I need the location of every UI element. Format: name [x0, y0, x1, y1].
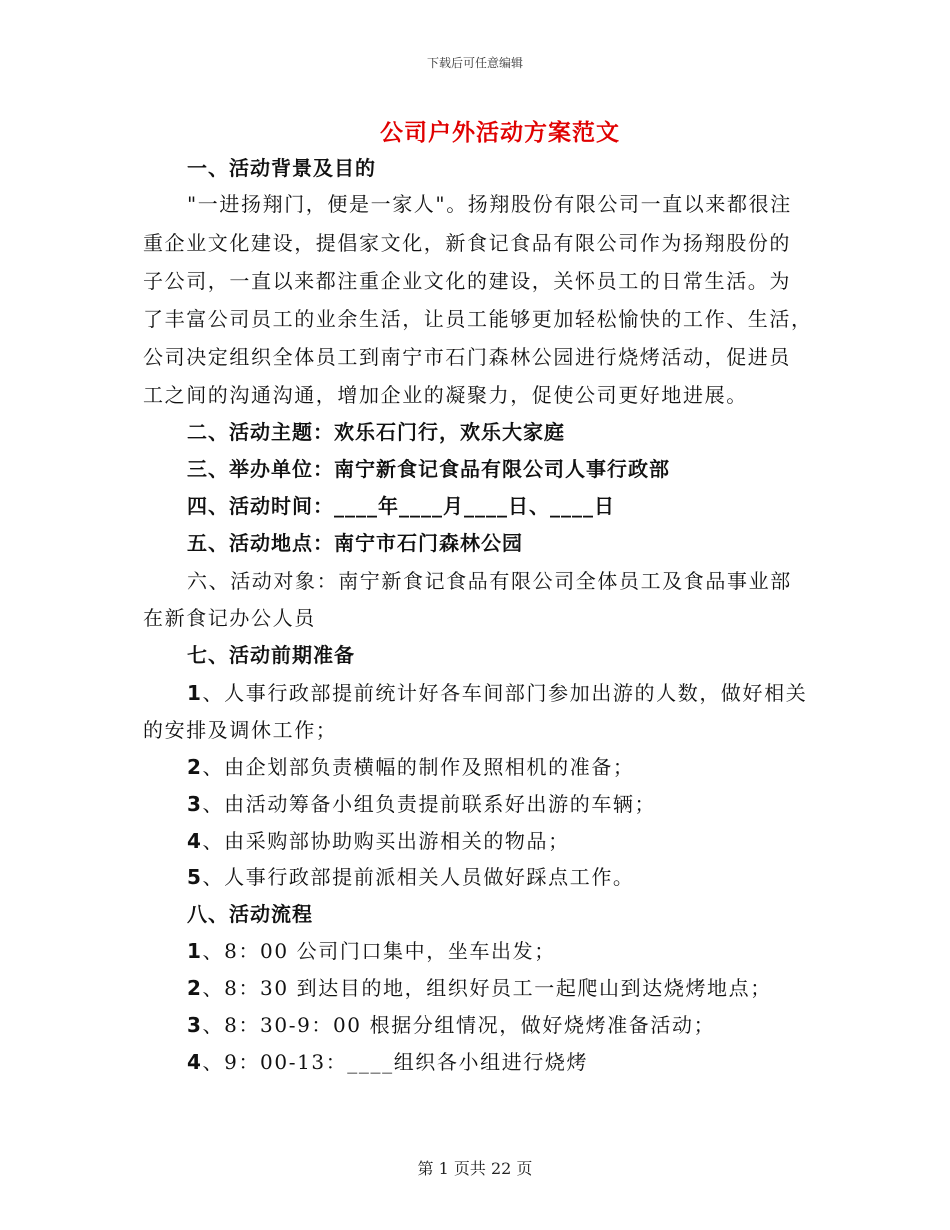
list-item: [187, 826, 807, 856]
section-5-location: 五、活动地点：南宁市石门森林公园: [187, 531, 523, 555]
list-number: 4: [187, 1050, 203, 1074]
paragraph-line: "一进扬翔门，便是一家人"。扬翔股份有限公司一直以来都很注: [187, 192, 792, 216]
list-text: 、人事行政部提前统计好各车间部门参加出游的人数，做好相关: [202, 681, 808, 705]
list-item-cont: 的安排及调休工作；: [143, 718, 338, 742]
list-item: [187, 973, 807, 1003]
section-6-participants-cont: 在新食记办公人员: [143, 606, 316, 630]
section-7-heading: 七、活动前期准备: [187, 643, 355, 667]
list-number: 4: [187, 829, 203, 853]
list-text: 、8：00 公司门口集中，坐车出发；: [202, 939, 556, 963]
paragraph-line: 工之间的沟通沟通，增加企业的凝聚力，促使公司更好地进展。: [143, 383, 748, 407]
list-item: [187, 862, 807, 892]
list-number: 1: [187, 939, 203, 963]
page-footer: 第 1 页共 22 页: [417, 1159, 533, 1178]
list-item: [187, 789, 807, 819]
list-item: [187, 678, 807, 708]
section-2-theme: 二、活动主题：欢乐石门行，欢乐大家庭: [187, 420, 565, 444]
list-text: 、由活动筹备小组负责提前联系好出游的车辆；: [202, 792, 657, 816]
paragraph-line: 重企业文化建设，提倡家文化，新食记食品有限公司作为扬翔股份的: [143, 231, 791, 255]
list-item: [187, 1047, 807, 1077]
list-text: 、人事行政部提前派相关人员做好踩点工作。: [202, 865, 635, 889]
list-text: 、8：30 到达目的地，组织好员工一起爬山到达烧烤地点；: [202, 976, 772, 1000]
list-item: [187, 936, 807, 966]
list-number: 5: [187, 865, 203, 889]
paragraph-line: 公司决定组织全体员工到南宁市石门森林公园进行烧烤活动，促进员: [143, 345, 791, 369]
list-number: 2: [187, 755, 203, 779]
list-text: 、由企划部负责横幅的制作及照相机的准备；: [202, 755, 635, 779]
list-number: 3: [187, 1013, 203, 1037]
list-item: [187, 752, 807, 782]
list-text: 、9：00-13：____组织各小组进行烧烤: [202, 1050, 589, 1074]
document-title: 公司户外活动方案范文: [380, 119, 620, 146]
section-4-time: 四、活动时间：____年____月____日、____日: [187, 494, 615, 518]
page-header: 下载后可任意编辑: [426, 56, 523, 70]
paragraph-line: 子公司，一直以来都注重企业文化的建设，关怀员工的日常生活。为: [143, 269, 791, 293]
list-text: 、由采购部协助购买出游相关的物品；: [202, 829, 570, 853]
list-item: [187, 1010, 807, 1040]
list-number: 3: [187, 792, 203, 816]
section-1-heading: 一、活动背景及目的: [187, 156, 376, 180]
section-3-organizer: 三、举办单位：南宁新食记食品有限公司人事行政部: [187, 457, 670, 481]
paragraph-line: 了丰富公司员工的业余生活，让员工能够更加轻松愉快的工作、生活，: [143, 307, 813, 331]
list-number: 2: [187, 976, 203, 1000]
list-number: 1: [187, 681, 203, 705]
list-text: 、8：30-9：00 根据分组情况，做好烧烤准备活动；: [202, 1013, 716, 1037]
section-8-heading: 八、活动流程: [187, 902, 313, 926]
section-6-participants: 六、活动对象：南宁新食记食品有限公司全体员工及食品事业部: [187, 569, 792, 593]
